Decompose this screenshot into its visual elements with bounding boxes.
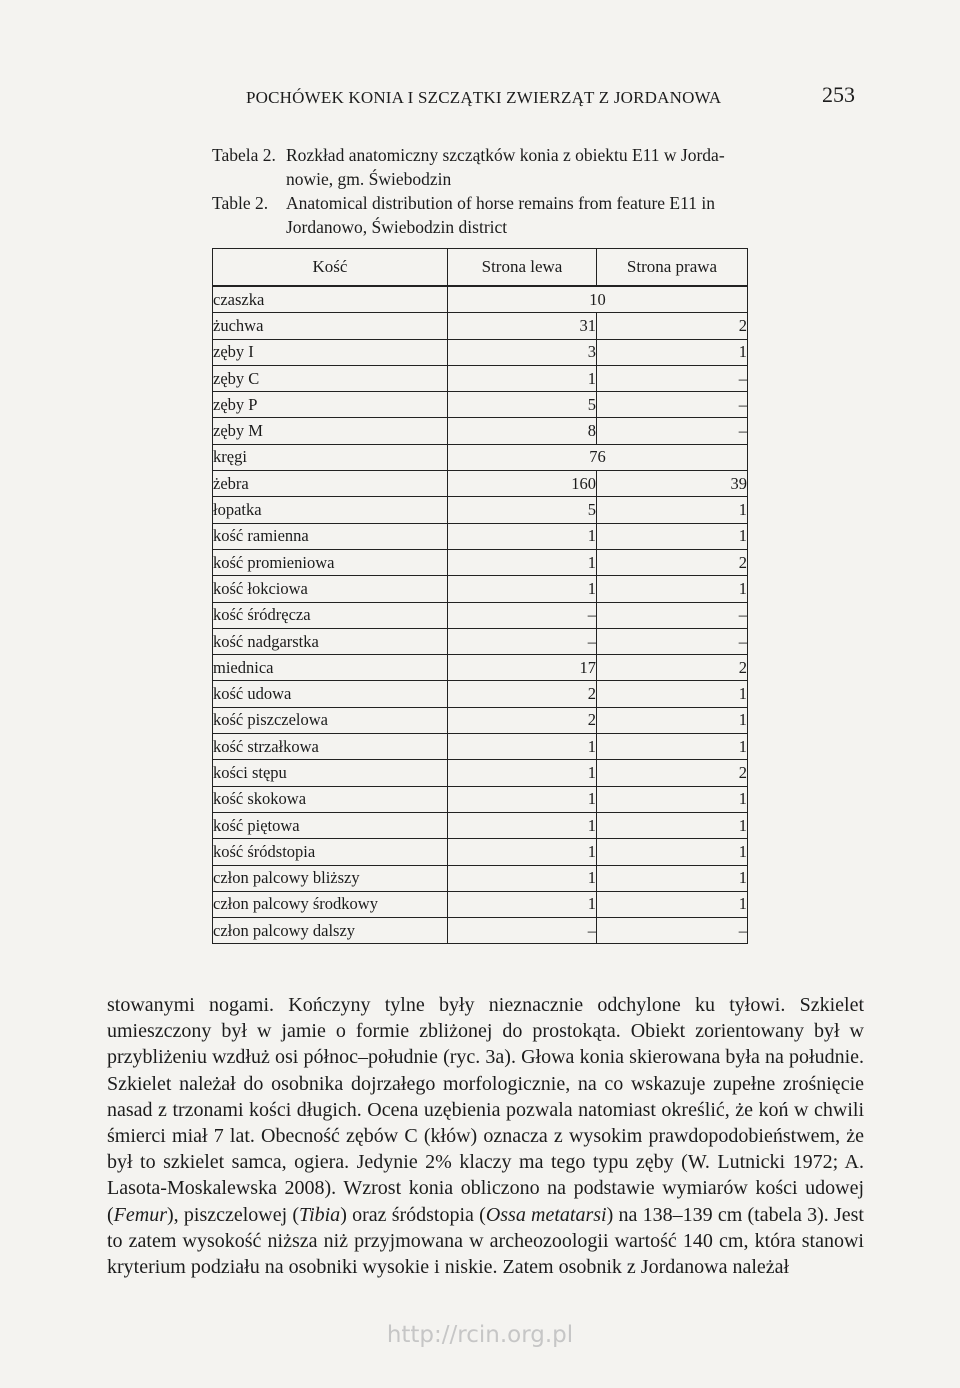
bone-name-cell: zęby P <box>213 392 448 418</box>
caption-text-en-line1: Anatomical distribution of horse remains from feature E11 in <box>286 193 715 213</box>
right-count-cell: 2 <box>597 313 748 339</box>
left-count-cell: 1 <box>448 576 597 602</box>
right-count-cell: 1 <box>597 339 748 365</box>
table-header-row <box>213 249 748 287</box>
table-row <box>213 365 748 391</box>
table-row <box>213 549 748 575</box>
left-count-cell: 8 <box>448 418 597 444</box>
bone-name-cell: kość śródręcza <box>213 602 448 628</box>
left-count-cell: 2 <box>448 707 597 733</box>
body-text-2: ), piszczelowej ( <box>167 1203 300 1226</box>
right-count-cell: 1 <box>597 839 748 865</box>
caption-text-en-line2: Jordanowo, Świebodzin district <box>286 217 508 237</box>
table-row <box>213 707 748 733</box>
caption-text-pl-line2: nowie, gm. Świebodzin <box>286 169 452 189</box>
left-count-cell: 1 <box>448 365 597 391</box>
right-count-cell: – <box>597 602 748 628</box>
right-count-cell: 1 <box>597 497 748 523</box>
right-count-cell: 1 <box>597 707 748 733</box>
left-count-cell: 1 <box>448 865 597 891</box>
bone-name-cell: zęby C <box>213 365 448 391</box>
bone-name-cell: kręgi <box>213 444 448 470</box>
term-tibia: Tibia <box>299 1203 341 1226</box>
table-row <box>213 865 748 891</box>
bone-name-cell: kość łokciowa <box>213 576 448 602</box>
left-count-cell: 5 <box>448 497 597 523</box>
bone-name-cell: człon palcowy bliższy <box>213 865 448 891</box>
table-row <box>213 655 748 681</box>
left-count-cell: 1 <box>448 760 597 786</box>
caption-text-pl-line1: Rozkład anatomiczny szczątków konia z obiektu E11 w Jorda- <box>286 145 725 165</box>
left-count-cell: 17 <box>448 655 597 681</box>
bone-name-cell: człon palcowy środkowy <box>213 891 448 917</box>
table-caption <box>212 143 772 239</box>
bone-name-cell: kość nadgarstka <box>213 628 448 654</box>
right-count-cell: 1 <box>597 734 748 760</box>
table-row <box>213 523 748 549</box>
table-row <box>213 392 748 418</box>
left-count-cell: 1 <box>448 812 597 838</box>
left-count-cell: 31 <box>448 313 597 339</box>
bone-name-cell: człon palcowy dalszy <box>213 918 448 944</box>
bone-name-cell: miednica <box>213 655 448 681</box>
table-row <box>213 681 748 707</box>
right-count-cell: 1 <box>597 523 748 549</box>
right-count-cell: – <box>597 918 748 944</box>
right-count-cell: 1 <box>597 891 748 917</box>
table-row <box>213 812 748 838</box>
term-femur: Femur <box>113 1203 167 1226</box>
left-count-cell: – <box>448 628 597 654</box>
left-count-cell: 3 <box>448 339 597 365</box>
table-row <box>213 760 748 786</box>
bone-name-cell: kość piętowa <box>213 812 448 838</box>
anatomical-distribution-table <box>212 248 748 944</box>
left-count-cell: 5 <box>448 392 597 418</box>
table-row <box>213 286 748 313</box>
header-left-side: Strona lewa <box>448 249 597 287</box>
table-body <box>213 286 748 944</box>
table-row <box>213 444 748 470</box>
body-text-3: ) oraz śródstopia ( <box>340 1203 486 1226</box>
caption-label-en: Table 2. <box>212 193 269 213</box>
bone-name-cell: kość śródstopia <box>213 839 448 865</box>
combined-count-cell: 76 <box>448 444 748 470</box>
header-bone: Kość <box>213 249 448 287</box>
table-row <box>213 418 748 444</box>
table-row <box>213 786 748 812</box>
bone-name-cell: kość piszczelowa <box>213 707 448 733</box>
right-count-cell: 2 <box>597 760 748 786</box>
right-count-cell: 1 <box>597 812 748 838</box>
table-row <box>213 576 748 602</box>
body-text-1: stowanymi nogami. Kończyny tylne były nieznacznie odchylone ku tyłowi. Szkielet umieszczony był w jamie o formie zbliżonej do prostokąta. Obiekt zorientowany był w przybliżeniu wzdłuż osi północ–południe (ryc. 3a). Głowa konia skierowana była na południe. Szkielet należał do osobnika dojrzałego morfologicznie, na co wskazuje zupełne zrośnięcie nasad z trzonami kości długich. Ocena uzębienia pozwala natomiast określić, że koń w chwili śmierci miał 7 lat. Obecność zębów C (kłów) oznacza z wysokim prawdopodobieństwem, że był to szkielet samca, ogiera. Jedynie 2% klaczy ma tego typu zęby (W. Lutnicki 1972; A. Lasota-Moskalewska 2008). Wzrost konia obliczono na podstawie wymiarów kości udowej ( <box>107 994 864 1226</box>
right-count-cell: – <box>597 418 748 444</box>
table-row <box>213 497 748 523</box>
bone-name-cell: kość ramienna <box>213 523 448 549</box>
bone-name-cell: kość udowa <box>213 681 448 707</box>
right-count-cell: 39 <box>597 471 748 497</box>
right-count-cell: 1 <box>597 576 748 602</box>
left-count-cell: 1 <box>448 891 597 917</box>
left-count-cell: 1 <box>448 839 597 865</box>
right-count-cell: 1 <box>597 786 748 812</box>
bone-name-cell: czaszka <box>213 286 448 313</box>
left-count-cell: 1 <box>448 786 597 812</box>
table-row <box>213 471 748 497</box>
term-ossa-metatarsi: Ossa metatarsi <box>485 1203 607 1226</box>
right-count-cell: – <box>597 365 748 391</box>
table-row <box>213 891 748 917</box>
table-row <box>213 918 748 944</box>
left-count-cell: 160 <box>448 471 597 497</box>
bone-name-cell: kości stępu <box>213 760 448 786</box>
table-row <box>213 339 748 365</box>
left-count-cell: 2 <box>448 681 597 707</box>
bone-name-cell: żebra <box>213 471 448 497</box>
running-header <box>0 82 960 112</box>
caption-label-pl: Tabela 2. <box>212 145 276 165</box>
header-right-side: Strona prawa <box>597 249 748 287</box>
bone-name-cell: żuchwa <box>213 313 448 339</box>
bone-name-cell: kość strzałkowa <box>213 734 448 760</box>
table-row <box>213 734 748 760</box>
bone-name-cell: kość promieniowa <box>213 549 448 575</box>
left-count-cell: 1 <box>448 734 597 760</box>
body-text-4: ) na 138–139 cm (tabela 3). Jest to zatem wysokość niższa niż przyjmowana w archeozoologii wartość 140 cm, która stanowi kryterium podziału na osobniki wysokie i niskie. Zatem osobnik z Jordanowa należał <box>107 1203 864 1279</box>
right-count-cell: – <box>597 392 748 418</box>
table-row <box>213 313 748 339</box>
right-count-cell: 1 <box>597 865 748 891</box>
table-row <box>213 839 748 865</box>
right-count-cell: 2 <box>597 549 748 575</box>
left-count-cell: 1 <box>448 523 597 549</box>
left-count-cell: 1 <box>448 549 597 575</box>
left-count-cell: – <box>448 602 597 628</box>
table-row <box>213 628 748 654</box>
watermark-url: http://rcin.org.pl <box>386 1322 574 1348</box>
bone-name-cell: zęby I <box>213 339 448 365</box>
right-count-cell: – <box>597 628 748 654</box>
bone-name-cell: łopatka <box>213 497 448 523</box>
body-paragraph <box>107 992 864 1280</box>
right-count-cell: 2 <box>597 655 748 681</box>
table-row <box>213 602 748 628</box>
right-count-cell: 1 <box>597 681 748 707</box>
bone-name-cell: kość skokowa <box>213 786 448 812</box>
combined-count-cell: 10 <box>448 286 748 313</box>
bone-name-cell: zęby M <box>213 418 448 444</box>
page-number: 253 <box>822 82 855 107</box>
left-count-cell: – <box>448 918 597 944</box>
running-title: POCHÓWEK KONIA I SZCZĄTKI ZWIERZĄT Z JORDANOWA <box>246 88 722 107</box>
